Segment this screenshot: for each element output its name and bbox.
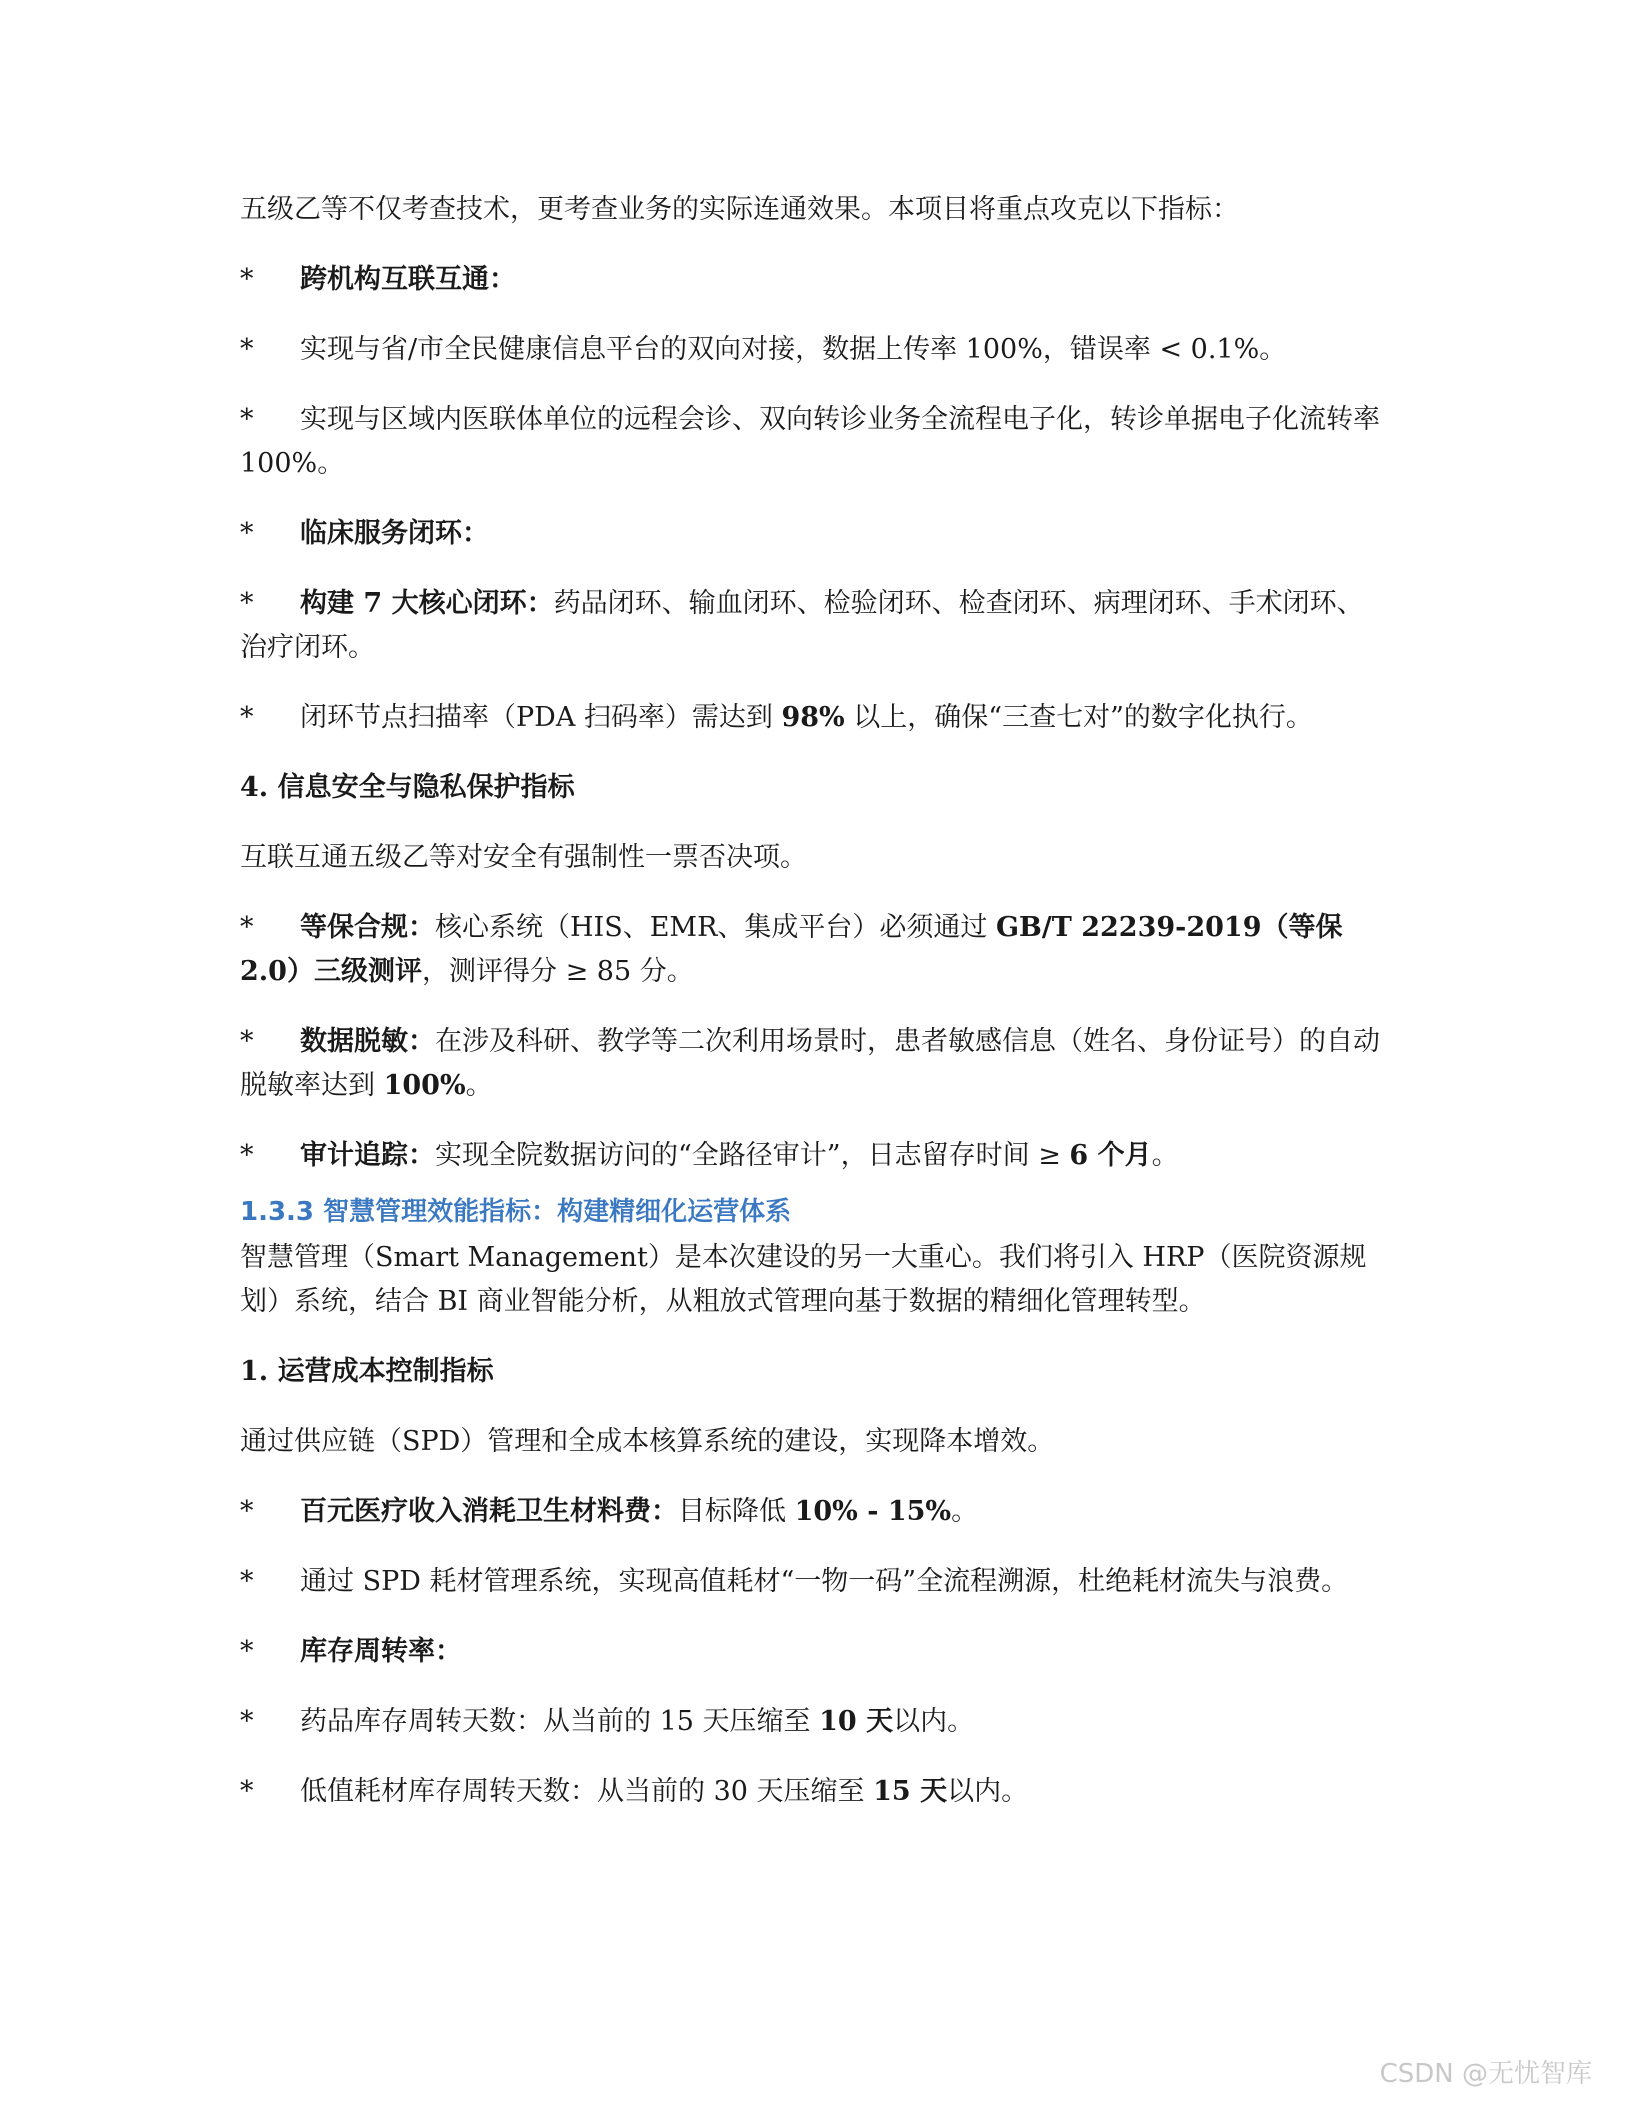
bullet-marker: *	[240, 912, 254, 943]
watermark: CSDN @无忧智库	[1379, 2059, 1592, 2089]
bullet-marker: *	[240, 588, 254, 619]
bullet-marker: *	[240, 1140, 254, 1171]
document-page	[240, 188, 1390, 1840]
bullet-marker: *	[240, 1706, 254, 1737]
bullet-marker: *	[240, 1496, 254, 1527]
bullet-drug-inventory: * 药品库存周转天数：从当前的 15 天压缩至 10 天以内。	[240, 1700, 1390, 1744]
heading-security: 4. 信息安全与隐私保护指标	[240, 772, 575, 803]
bullet-marker: *	[240, 1636, 254, 1667]
bullet-inventory-turnover: * 库存周转率：	[240, 1630, 1390, 1674]
bullet-marker: *	[240, 334, 254, 365]
bullet-desensitization: * 数据脱敏：在涉及科研、教学等二次利用场景时，患者敏感信息（姓名、身份证号）的自动脱敏率达到 100%。	[240, 1020, 1390, 1108]
heading-cost-control: 1. 运营成本控制指标	[240, 1356, 494, 1387]
bullet-scan-rate: * 闭环节点扫描率（PDA 扫码率）需达到 98% 以上，确保“三查七对”的数字化执行。	[240, 696, 1390, 740]
bullet-material-cost: * 百元医疗收入消耗卫生材料费：目标降低 10% - 15%。	[240, 1490, 1390, 1534]
smart-management-paragraph: 智慧管理（Smart Management）是本次建设的另一大重心。我们将引入 HRP（医院资源规划）系统，结合 BI 商业智能分析，从粗放式管理向基于数据的精细化管理转型。	[240, 1242, 1367, 1317]
bullet-marker: *	[240, 1776, 254, 1807]
bullet-platform-link: * 实现与省/市全民健康信息平台的双向对接，数据上传率 100%，错误率 < 0.1%。	[240, 328, 1390, 372]
intro-paragraph: 五级乙等不仅考查技术，更考查业务的实际连通效果。本项目将重点攻克以下指标：	[240, 194, 1239, 225]
bullet-seven-loops: * 构建 7 大核心闭环：药品闭环、输血闭环、检验闭环、检查闭环、病理闭环、手术闭环、治疗闭环。	[240, 582, 1390, 670]
bullet-marker: *	[240, 1026, 254, 1057]
section-heading: 1.3.3 智慧管理效能指标：构建精细化运营体系	[240, 1197, 792, 1227]
bullet-marker: *	[240, 702, 254, 733]
bullet-audit: * 审计追踪：实现全院数据访问的“全路径审计”，日志留存时间 ≥ 6 个月。	[240, 1134, 1390, 1178]
bullet-clinical-loop: * 临床服务闭环：	[240, 512, 1390, 556]
cost-intro: 通过供应链（SPD）管理和全成本核算系统的建设，实现降本增效。	[240, 1426, 1055, 1457]
bullet-cross-institution: * 跨机构互联互通：	[240, 258, 1390, 302]
bullet-marker: *	[240, 264, 254, 295]
bullet-consumable-inventory: * 低值耗材库存周转天数：从当前的 30 天压缩至 15 天以内。	[240, 1770, 1390, 1814]
bullet-marker: *	[240, 1566, 254, 1597]
bullet-marker: *	[240, 404, 254, 435]
bullet-marker: *	[240, 518, 254, 549]
bullet-referral: * 实现与区域内医联体单位的远程会诊、双向转诊业务全流程电子化，转诊单据电子化流转率 100%。	[240, 398, 1390, 486]
security-intro: 互联互通五级乙等对安全有强制性一票否决项。	[240, 842, 807, 873]
bullet-spd: * 通过 SPD 耗材管理系统，实现高值耗材“一物一码”全流程溯源，杜绝耗材流失与浪费。	[240, 1560, 1390, 1604]
bullet-compliance: * 等保合规：核心系统（HIS、EMR、集成平台）必须通过 GB/T 22239-2019（等保 2.0）三级测评，测评得分 ≥ 85 分。	[240, 906, 1390, 994]
